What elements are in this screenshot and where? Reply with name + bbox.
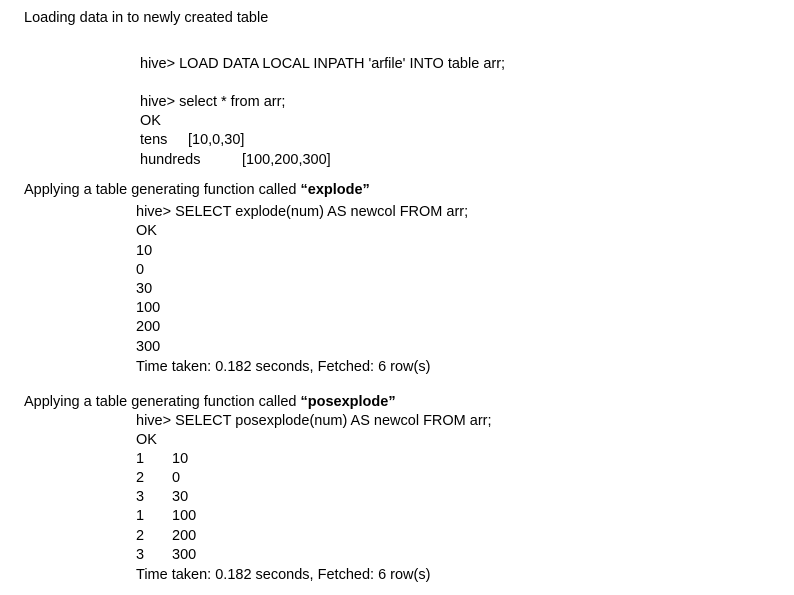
row-pos: 1 [136, 508, 145, 524]
result-row [136, 469, 180, 488]
posexplode-command: hive> SELECT posexplode(num) AS newcol FROM arr; [136, 413, 492, 429]
row-value: [10,0,30] [188, 132, 245, 148]
section3-heading [24, 393, 396, 412]
time-taken-footer: Time taken: 0.182 seconds, Fetched: 6 row(s) [136, 359, 431, 375]
ok-status: OK [136, 432, 157, 448]
result-row [136, 527, 196, 546]
row-pos: 1 [136, 451, 145, 467]
row-val: 0 [172, 470, 181, 486]
result-row [136, 488, 188, 507]
row-val: 200 [172, 528, 197, 544]
heading-text: Applying a table generating function called [24, 394, 301, 410]
row-key: tens [140, 132, 168, 148]
section1-heading: Loading data in to newly created table [24, 10, 269, 26]
row-pos: 2 [136, 528, 145, 544]
result-row: 100 [136, 300, 161, 316]
row-val: 300 [172, 547, 197, 563]
result-row [136, 450, 188, 469]
row-pos: 2 [136, 470, 145, 486]
row-val: 30 [172, 489, 189, 505]
section2-heading [24, 181, 370, 200]
ok-status: OK [136, 223, 157, 239]
result-row: 200 [136, 319, 161, 335]
result-row: 0 [136, 262, 145, 278]
row-value: [100,200,300] [242, 152, 331, 168]
explode-command: hive> SELECT explode(num) AS newcol FROM arr; [136, 204, 469, 220]
function-name: “posexplode” [300, 394, 396, 410]
result-row [140, 151, 331, 170]
result-row: 300 [136, 339, 161, 355]
result-row [136, 507, 196, 526]
select-all-command: hive> select * from arr; [140, 94, 286, 110]
result-row [136, 546, 196, 565]
row-pos: 3 [136, 547, 145, 563]
row-val: 100 [172, 508, 197, 524]
load-data-command: hive> LOAD DATA LOCAL INPATH 'arfile' INTO table arr; [140, 56, 506, 72]
result-row [140, 131, 244, 150]
row-key: hundreds [140, 152, 201, 168]
result-row: 10 [136, 243, 153, 259]
function-name: “explode” [300, 182, 370, 198]
ok-status: OK [140, 113, 161, 129]
heading-text: Applying a table generating function called [24, 182, 301, 198]
time-taken-footer: Time taken: 0.182 seconds, Fetched: 6 row(s) [136, 567, 431, 583]
result-row: 30 [136, 281, 153, 297]
row-pos: 3 [136, 489, 145, 505]
row-val: 10 [172, 451, 189, 467]
